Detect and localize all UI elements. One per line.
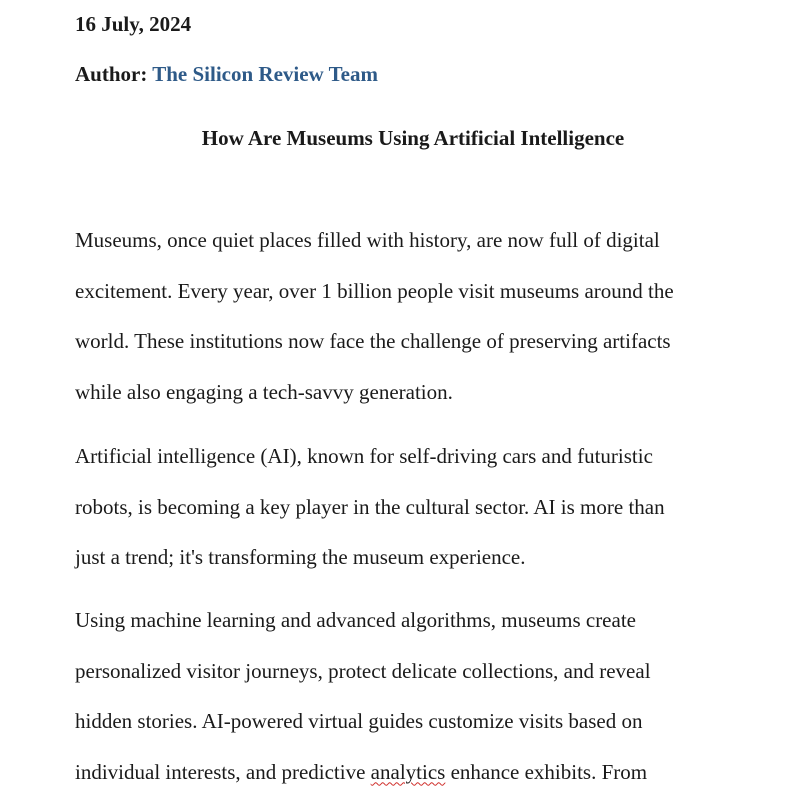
paragraph-line: robots, is becoming a key player in the cultural sector. AI is more than [75,482,745,533]
paragraph-line: just a trend; it's transforming the museum experience. [75,532,745,583]
paragraph-line: Museums, once quiet places filled with history, are now full of digital [75,215,745,266]
paragraph-1 [75,215,745,417]
text-run: enhance exhibits. From [445,760,647,784]
spellcheck-flagged-word[interactable]: analytics [371,760,446,784]
paragraph-line: world. These institutions now face the challenge of preserving artifacts [75,316,745,367]
article-title: How Are Museums Using Artificial Intelligence [75,126,751,151]
author-line [75,62,378,87]
author-label: Author: [75,62,147,86]
author-name: The Silicon Review Team [152,62,378,86]
paragraph-line: personalized visitor journeys, protect delicate collections, and reveal [75,646,745,697]
text-run: individual interests, and predictive [75,760,371,784]
paragraph-line: excitement. Every year, over 1 billion people visit museums around the [75,266,745,317]
paragraph-3 [75,595,745,797]
paragraph-line: Artificial intelligence (AI), known for self-driving cars and futuristic [75,431,745,482]
publication-date: 16 July, 2024 [75,12,191,37]
paragraph-line: hidden stories. AI-powered virtual guides customize visits based on [75,696,745,747]
paragraph-line-last [75,747,745,797]
paragraph-2 [75,431,745,583]
paragraph-line: while also engaging a tech-savvy generation. [75,367,745,418]
paragraph-line: Using machine learning and advanced algorithms, museums create [75,595,745,646]
